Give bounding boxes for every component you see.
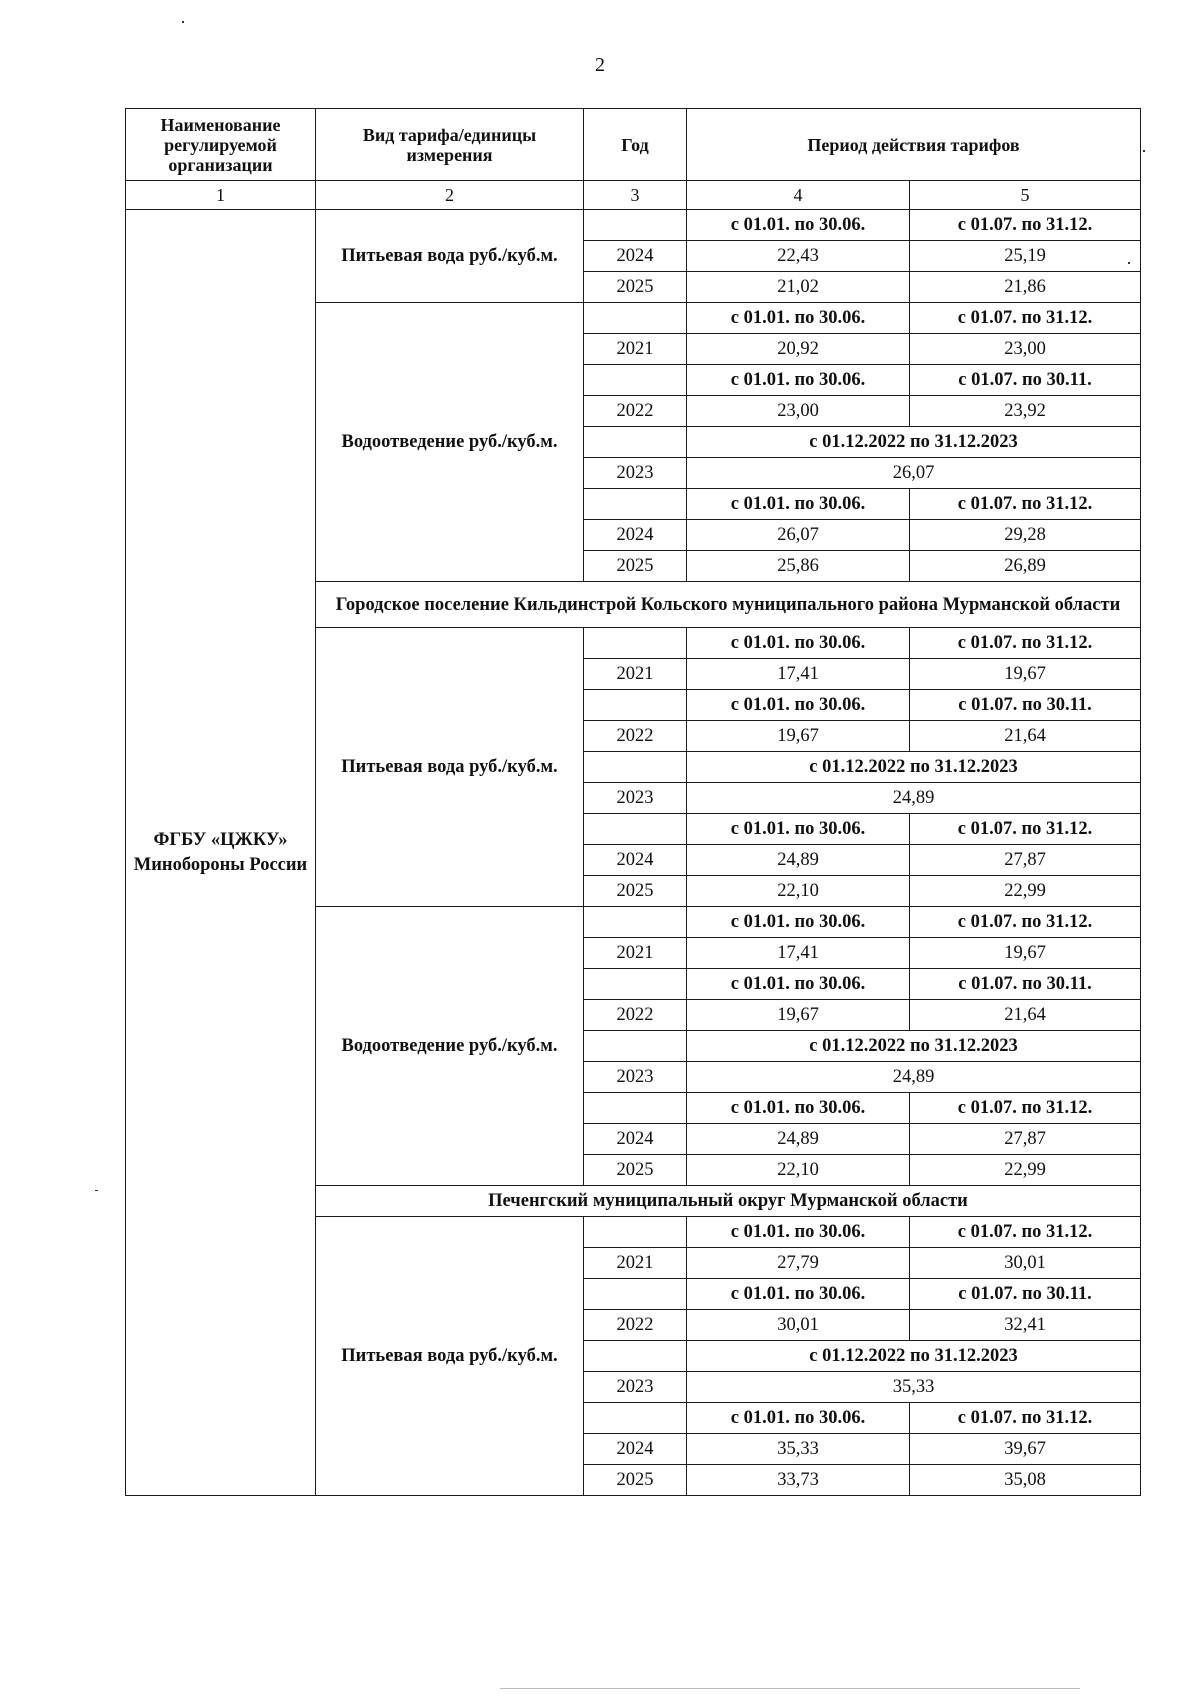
- period-label: с 01.01. по 30.06.: [687, 690, 910, 721]
- tariff-value: 19,67: [687, 1000, 910, 1031]
- year-cell: 2024: [584, 520, 687, 551]
- period-label: с 01.07. по 30.11.: [910, 690, 1141, 721]
- header-year: Год: [584, 109, 687, 181]
- tariff-value: 20,92: [687, 334, 910, 365]
- year-cell: 2024: [584, 1434, 687, 1465]
- tariff-value: 39,67: [910, 1434, 1141, 1465]
- year-cell: 2021: [584, 334, 687, 365]
- year-cell-empty: [584, 752, 687, 783]
- tariff-type: Питьевая вода руб./куб.м.: [316, 628, 584, 907]
- tariff-value: 21,64: [910, 721, 1141, 752]
- tariff-value: 21,64: [910, 1000, 1141, 1031]
- column-number: 1: [126, 181, 316, 210]
- tariff-value: 27,87: [910, 1124, 1141, 1155]
- period-label: с 01.01. по 30.06.: [687, 969, 910, 1000]
- year-cell-empty: [584, 427, 687, 458]
- period-label: с 01.07. по 31.12.: [910, 907, 1141, 938]
- year-cell: 2025: [584, 272, 687, 303]
- tariff-table: [125, 108, 1141, 1496]
- tariff-value: 25,86: [687, 551, 910, 582]
- period-label: с 01.07. по 31.12.: [910, 628, 1141, 659]
- header-organization: Наименование регулируемой организации: [126, 109, 316, 181]
- column-number: 2: [316, 181, 584, 210]
- municipality-name: Печенгский муниципальный округ Мурманской области: [316, 1186, 1141, 1217]
- column-number: 5: [910, 181, 1141, 210]
- tariff-value: 17,41: [687, 659, 910, 690]
- year-cell-empty: [584, 1217, 687, 1248]
- year-cell-empty: [584, 628, 687, 659]
- tariff-value: 19,67: [910, 659, 1141, 690]
- year-cell: 2024: [584, 845, 687, 876]
- column-number: 4: [687, 181, 910, 210]
- year-cell: 2025: [584, 551, 687, 582]
- period-label: с 01.01. по 30.06.: [687, 1403, 910, 1434]
- year-cell-empty: [584, 489, 687, 520]
- table-row: [126, 210, 1141, 241]
- year-cell-empty: [584, 1403, 687, 1434]
- tariff-value: 23,92: [910, 396, 1141, 427]
- period-label: с 01.12.2022 по 31.12.2023: [687, 427, 1141, 458]
- year-cell-empty: [584, 1279, 687, 1310]
- period-label: с 01.07. по 30.11.: [910, 365, 1141, 396]
- year-cell: 2023: [584, 1062, 687, 1093]
- period-label: с 01.01. по 30.06.: [687, 1279, 910, 1310]
- tariff-value: 29,28: [910, 520, 1141, 551]
- period-label: с 01.07. по 31.12.: [910, 210, 1141, 241]
- scan-speck: [182, 21, 184, 23]
- year-cell: 2022: [584, 1000, 687, 1031]
- period-label: с 01.01. по 30.06.: [687, 489, 910, 520]
- period-label: с 01.07. по 31.12.: [910, 814, 1141, 845]
- year-cell: 2022: [584, 396, 687, 427]
- year-cell-empty: [584, 365, 687, 396]
- period-label: с 01.07. по 31.12.: [910, 1403, 1141, 1434]
- tariff-value: 21,02: [687, 272, 910, 303]
- tariff-value: 35,33: [687, 1372, 1141, 1403]
- tariff-value: 25,19: [910, 241, 1141, 272]
- period-label: с 01.07. по 31.12.: [910, 489, 1141, 520]
- scan-speck: [1143, 150, 1145, 152]
- period-label: с 01.07. по 30.11.: [910, 969, 1141, 1000]
- header-row: [126, 109, 1141, 181]
- tariff-value: 33,73: [687, 1465, 910, 1496]
- period-label: с 01.07. по 31.12.: [910, 303, 1141, 334]
- year-cell: 2022: [584, 721, 687, 752]
- tariff-value: 27,79: [687, 1248, 910, 1279]
- year-cell: 2021: [584, 938, 687, 969]
- year-cell: 2024: [584, 1124, 687, 1155]
- period-label: с 01.01. по 30.06.: [687, 1217, 910, 1248]
- tariff-value: 22,10: [687, 876, 910, 907]
- year-cell-empty: [584, 1341, 687, 1372]
- tariff-value: 30,01: [910, 1248, 1141, 1279]
- period-label: с 01.07. по 30.11.: [910, 1279, 1141, 1310]
- year-cell-empty: [584, 1031, 687, 1062]
- header-period: Период действия тарифов: [687, 109, 1141, 181]
- tariff-value: 24,89: [687, 783, 1141, 814]
- tariff-value: 24,89: [687, 1062, 1141, 1093]
- tariff-value: 27,87: [910, 845, 1141, 876]
- period-label: с 01.01. по 30.06.: [687, 907, 910, 938]
- scan-speck: [500, 1688, 1080, 1689]
- tariff-value: 22,99: [910, 1155, 1141, 1186]
- year-cell-empty: [584, 1093, 687, 1124]
- tariff-value: 23,00: [910, 334, 1141, 365]
- tariff-value: 35,33: [687, 1434, 910, 1465]
- municipality-name: Городское поселение Кильдинстрой Кольского муниципального района Мурманской области: [316, 582, 1141, 628]
- tariff-value: 23,00: [687, 396, 910, 427]
- tariff-type: Питьевая вода руб./куб.м.: [316, 1217, 584, 1496]
- tariff-value: 24,89: [687, 845, 910, 876]
- year-cell: 2024: [584, 241, 687, 272]
- year-cell-empty: [584, 814, 687, 845]
- column-number: 3: [584, 181, 687, 210]
- period-label: с 01.12.2022 по 31.12.2023: [687, 1341, 1141, 1372]
- tariff-value: 26,07: [687, 458, 1141, 489]
- period-label: с 01.07. по 31.12.: [910, 1217, 1141, 1248]
- period-label: с 01.01. по 30.06.: [687, 814, 910, 845]
- period-label: с 01.12.2022 по 31.12.2023: [687, 1031, 1141, 1062]
- year-cell-empty: [584, 690, 687, 721]
- tariff-value: 22,99: [910, 876, 1141, 907]
- year-cell-empty: [584, 303, 687, 334]
- year-cell: 2023: [584, 1372, 687, 1403]
- year-cell: 2021: [584, 1248, 687, 1279]
- year-cell: 2023: [584, 783, 687, 814]
- year-cell-empty: [584, 907, 687, 938]
- tariff-value: 24,89: [687, 1124, 910, 1155]
- period-label: с 01.01. по 30.06.: [687, 210, 910, 241]
- tariff-value: 22,43: [687, 241, 910, 272]
- tariff-value: 19,67: [687, 721, 910, 752]
- tariff-value: 19,67: [910, 938, 1141, 969]
- tariff-value: 32,41: [910, 1310, 1141, 1341]
- year-cell: 2025: [584, 876, 687, 907]
- year-cell: 2022: [584, 1310, 687, 1341]
- column-number-row: [126, 181, 1141, 210]
- tariff-type: Водоотведение руб./куб.м.: [316, 303, 584, 582]
- organization-name: ФГБУ «ЦЖКУ» Минобороны России: [126, 210, 316, 1496]
- tariff-value: 22,10: [687, 1155, 910, 1186]
- tariff-value: 35,08: [910, 1465, 1141, 1496]
- period-label: с 01.01. по 30.06.: [687, 628, 910, 659]
- tariff-type: Питьевая вода руб./куб.м.: [316, 210, 584, 303]
- year-cell: 2025: [584, 1465, 687, 1496]
- period-label: с 01.01. по 30.06.: [687, 1093, 910, 1124]
- period-label: с 01.01. по 30.06.: [687, 365, 910, 396]
- tariff-value: 26,07: [687, 520, 910, 551]
- year-cell-empty: [584, 210, 687, 241]
- tariff-value: 21,86: [910, 272, 1141, 303]
- year-cell: 2025: [584, 1155, 687, 1186]
- page-number: 2: [595, 54, 605, 76]
- tariff-type: Водоотведение руб./куб.м.: [316, 907, 584, 1186]
- period-label: с 01.12.2022 по 31.12.2023: [687, 752, 1141, 783]
- tariff-value: 17,41: [687, 938, 910, 969]
- year-cell: 2023: [584, 458, 687, 489]
- year-cell: 2021: [584, 659, 687, 690]
- period-label: с 01.07. по 31.12.: [910, 1093, 1141, 1124]
- year-cell-empty: [584, 969, 687, 1000]
- tariff-value: 26,89: [910, 551, 1141, 582]
- tariff-value: 30,01: [687, 1310, 910, 1341]
- scan-speck: [95, 1190, 98, 1191]
- period-label: с 01.01. по 30.06.: [687, 303, 910, 334]
- header-tariff-type: Вид тарифа/единицы измерения: [316, 109, 584, 181]
